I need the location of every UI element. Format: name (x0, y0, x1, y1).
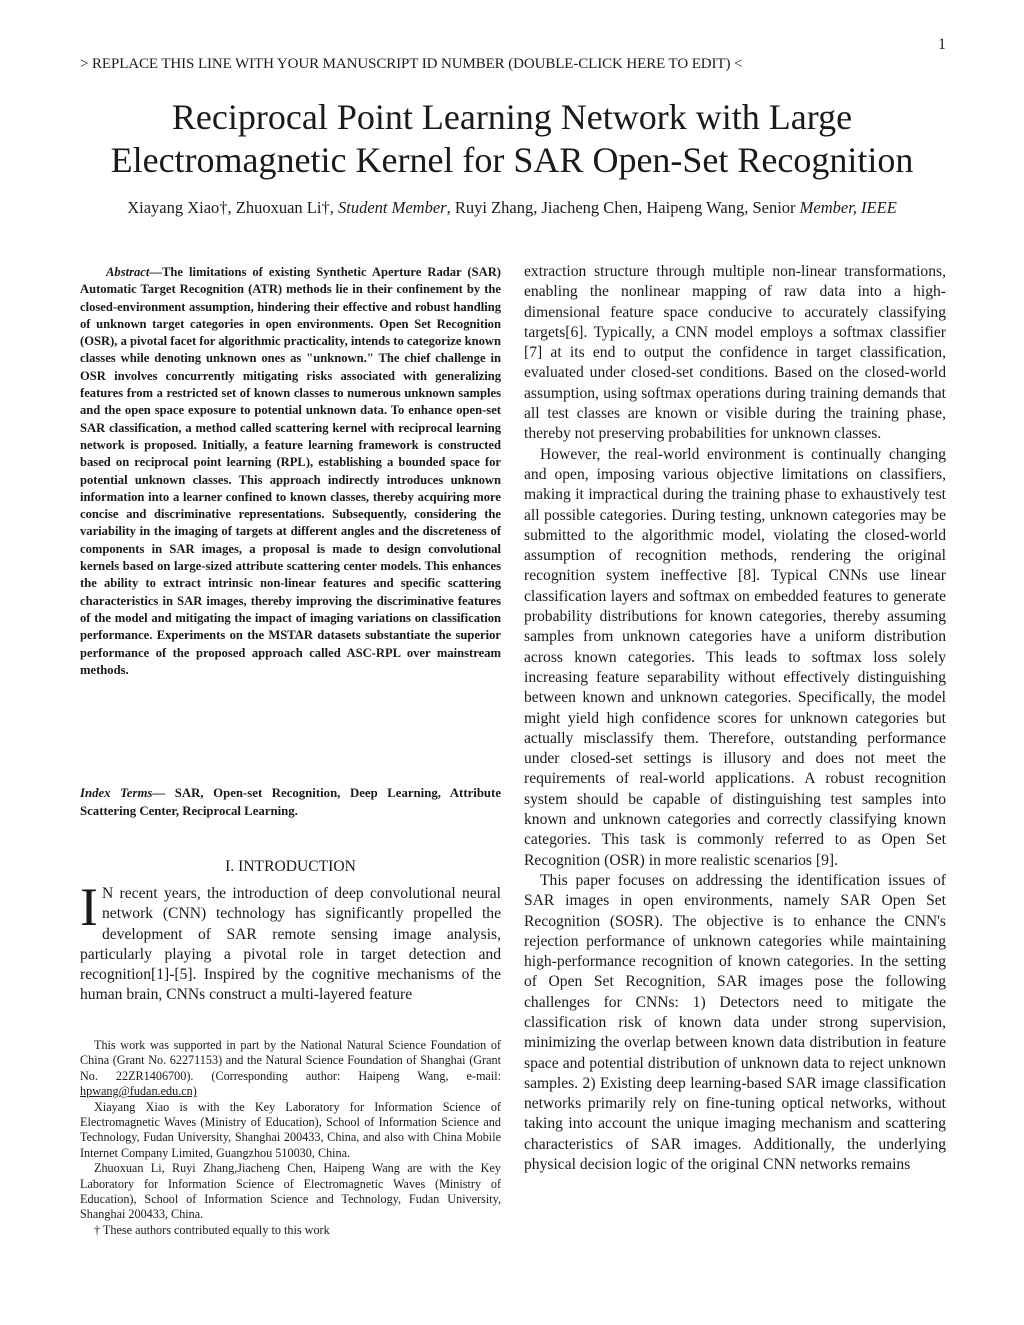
authors-part-1: Xiayang Xiao†, Zhuoxuan Li†, (127, 198, 338, 217)
authors-student-member: Student Member (337, 198, 447, 217)
right-column (524, 262, 946, 1175)
intro-first-word-rest: N (101, 885, 114, 902)
footnote-funding (80, 1038, 501, 1100)
footnote-affiliation-1: Xiayang Xiao is with the Key Laboratory for Information Science of Electromagnetic Waves (Ministry of Education), School of Information Science and Technology, Fudan University, Shanghai 200433, China, and also with China Mobile Internet Company Limited, Guangzhou 510030, China. (80, 1099, 501, 1160)
right-paragraph-3: This paper focuses on addressing the identification issues of SAR images in open environments, namely SAR Open Set Recognition (SOSR). The objective is to enhance the CNN's rejection performance of unknown categories while maintaining high-performance recognition of known categories. In the setting of Open Set Recognition, SAR images pose the following challenges for CNNs: 1) Detectors need to mitigate the classification risk of known data under strong supervision, minimizing the overlap between known data distribution in feature space and potential distribution of unknown data to reject unknown samples. 2) Existing deep learning-based SAR image classification networks primarily rely on fine-tuning optical networks, without taking into account the unique imaging mechanism and scattering characteristics of SAR images. Additionally, the underlying physical decision logic of the original CNN networks remains (524, 871, 946, 1174)
footnotes (80, 1038, 501, 1238)
footnote-funding-text: This work was supported in part by the National Natural Science Foundation of China (Grant No. 62271153) and the Natural Science Foundation of Shanghai (Grant No. 22ZR1406700). (Corresponding author: Haipeng Wang, e-mail: (80, 1038, 501, 1083)
title-line-2: Electromagnetic Kernel for SAR Open-Set Recognition (110, 140, 914, 180)
authors-member-ieee: Member, IEEE (799, 198, 897, 217)
right-paragraph-1: extraction structure through multiple non-linear transformations, enabling the nonlinear mapping of raw data into a high-dimensional feature space conducive to accurately classifying targets[6]. Typically, a CNN model employs a softmax classifier [7] at its end to output the confidence in target classification, evaluated under closed-set conditions. Based on the closed-world assumption, using softmax operations during training demands that all test classes are known or visible during the training phase, thereby not preserving probabilities for unknown classes. (524, 263, 946, 443)
footnote-email: hpwang@fudan.edu.cn) (80, 1084, 197, 1099)
footnote-equal-contribution: † These authors contributed equally to this work (94, 1222, 330, 1237)
index-terms (80, 785, 501, 820)
index-terms-lead: Index Terms (80, 786, 153, 800)
intro-text: recent years, the introduction of deep convolutional neural network (CNN) technology has significantly propelled the development of SAR remote sensing image analysis, particularly playing a pivotal role in target detection and recognition[1]-[5]. Inspired by the cognitive mechanisms of the human brain, CNNs construct a multi-layered feature (80, 885, 501, 1004)
right-paragraph-2: However, the real-world environment is continually changing and open, imposing various objective limitations on classifiers, making it impractical during the training phase to exhaustively test all possible categories. During testing, unknown categories may be submitted to the algorithmic model, violating the closed-world assumption of recognition methods, rendering the original recognition system ineffective [8]. Typical CNNs use linear classification layers and softmax on embedded features to generate probability distributions for known categories, thereby assuming samples from unknown categories have a uniform distribution across known categories. This leads to softmax loss solely increasing feature separability without effectively distinguishing between known and unknown categories. Specifically, the model might yield high confidence scores for unknown categories but actually misclassify them. Therefore, outstanding performance under closed-set settings is illusory and does not meet the requirements of real-world applications. A robust recognition system should be capable of distinguishing test samples into known and unknown categories and correctly classifying known categories. This task is commonly referred to as Open Set Recognition (OSR) in more realistic scenarios [9]. (524, 445, 946, 869)
page-number: 1 (938, 36, 946, 53)
abstract-lead: Abstract (106, 265, 150, 279)
running-header: > REPLACE THIS LINE WITH YOUR MANUSCRIPT ID NUMBER (DOUBLE-CLICK HERE TO EDIT) < (80, 56, 743, 72)
title-line-1: Reciprocal Point Learning Network with Large (171, 97, 853, 137)
footnote-affiliation-2: Zhuoxuan Li, Ruyi Zhang,Jiacheng Chen, Haipeng Wang are with the Key Laboratory for Information Science of Electromagnetic Waves (Ministry of Education), School of Information Science and Technology, Fudan University, Shanghai 200433, China. (80, 1161, 501, 1222)
intro-paragraph (80, 877, 501, 1006)
paper-title (0, 96, 1024, 182)
abstract (80, 264, 501, 679)
section-heading: I. INTRODUCTION (225, 858, 356, 875)
authors-part-2: , Ruyi Zhang, Jiacheng Chen, Haipeng Wang, Senior (446, 198, 800, 217)
abstract-text: —The limitations of existing Synthetic Aperture Radar (SAR) Automatic Target Recognition (ATR) methods lie in their confinement by the closed-environment assumption, hindering their effective and robust handling of unknown target categories in open environments. Open Set Recognition (OSR), a pivotal facet for algorithmic practicality, intends to categorize known classes while denoting unknown ones as "unknown." The chief challenge in OSR involves concurrently mitigating risks associated with generalizing features from a restricted set of known classes to numerous unknown samples and the open space exposure to potential unknown data. To enhance open-set SAR classification, a method called scattering kernel with reciprocal learning network is proposed. Initially, a feature learning framework is constructed based on reciprocal point learning (RPL), establishing a bounded space for potential unknown classes. This approach indirectly introduces unknown information into a learner confined to known classes, thereby acquiring more concise and discriminative representations. Subsequently, considering the variability in the imaging of targets at different angles and the discreteness of components in SAR images, a proposal is made to design convolutional kernels based on large-sized attribute scattering center models. This enhances the ability to extract intrinsic non-linear features and specific scattering characteristics in SAR images, thereby improving the discriminative features of the model and mitigating the impact of imaging variations on classification performance. Experiments on the MSTAR datasets substantiate the superior performance of the proposed approach called ASC-RPL over mainstream methods. (80, 265, 501, 677)
drop-cap: I (80, 877, 98, 937)
author-list (0, 198, 1024, 218)
index-terms-text: — SAR, Open-set Recognition, Deep Learning, Attribute Scattering Center, Reciprocal Learning. (80, 786, 501, 818)
